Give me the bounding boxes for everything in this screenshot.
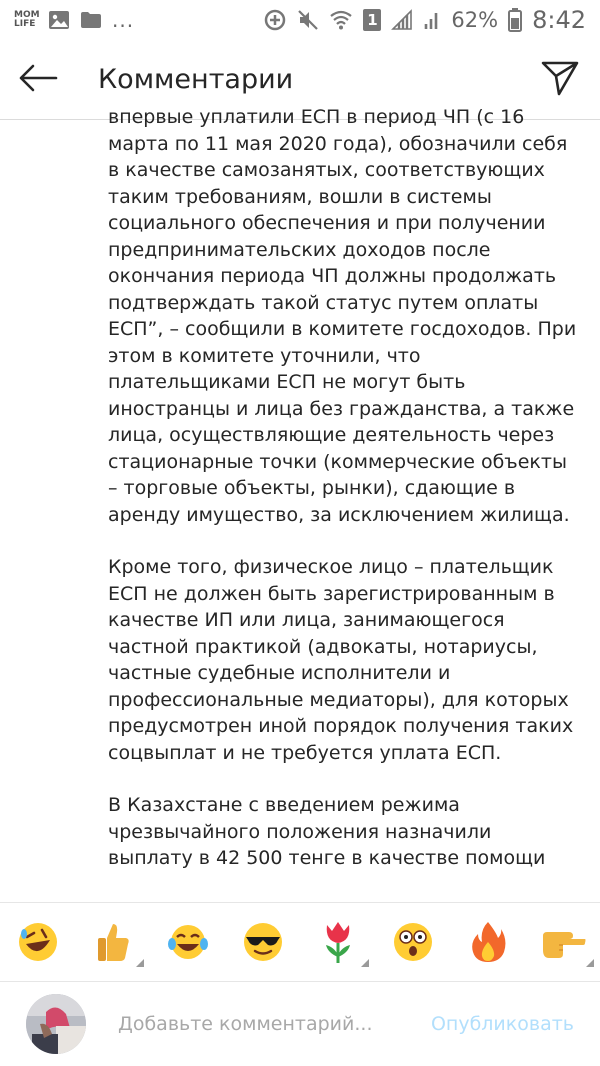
- status-bar-left: [14, 8, 134, 32]
- comment-text: [108, 104, 578, 902]
- rolling-laughing-emoji-icon[interactable]: [11, 915, 65, 969]
- skin-tone-indicator: [136, 959, 144, 967]
- data-saver-icon: [263, 8, 287, 32]
- comment-input[interactable]: [118, 1013, 418, 1035]
- paper-plane-icon: [540, 59, 580, 101]
- mom-life-logo: MOM LIFE: [14, 10, 40, 29]
- mute-icon: [297, 9, 319, 31]
- clock: 8:42: [532, 6, 586, 34]
- fire-emoji-icon[interactable]: [461, 915, 515, 969]
- tulip-emoji-icon[interactable]: [311, 915, 365, 969]
- tears-of-joy-emoji-icon[interactable]: [161, 915, 215, 969]
- status-bar: [0, 0, 600, 40]
- signal-icon-2: [423, 9, 441, 31]
- comment-paragraph-2: Кроме того, физическое лицо – плательщик ЕСП не должен быть зарегистрированным в качестве ИП или лица, занимающегося частной практикой (адвокаты, нотариусы, частные судебные исполнители и профессиональные медиаторы), для которых предусмотрен иной порядок получения таких соцвыплат и не требуется уплата ЕСП.: [108, 556, 574, 764]
- pointing-right-emoji-icon[interactable]: [536, 915, 590, 969]
- battery-percent: 62%: [451, 8, 499, 32]
- thumbs-up-emoji-icon[interactable]: [86, 915, 140, 969]
- comment-paragraph-1: впервые уплатили ЕСП в период ЧП (с 16 марта по 11 мая 2020 года), обозначили себя в качестве самозанятых, соответствующих таким требованиям, вошли в системы социального обеспечения и при получении предпринимательских доходов после окончания периода ЧП должны продолжать подтверждать такой статус путем оплаты ЕСП”, – сообщили в комитете госдоходов. При этом в комитете уточнили, что плательщиками ЕСП не могут быть иностранцы и лица без гражданства, а также лица, осуществляющие деятельность через стационарные точки (коммерческие объекты – торговые объекты, рынки), сдающие в аренду имущество, за исключением жилища.: [108, 106, 577, 526]
- image-icon: [48, 10, 70, 30]
- status-bar-right: [263, 6, 586, 34]
- emoji-quick-bar: [0, 902, 600, 982]
- overflow-indicator: ...: [112, 8, 135, 32]
- variant-indicator: [361, 959, 369, 967]
- sunglasses-emoji-icon[interactable]: [236, 915, 290, 969]
- back-button[interactable]: [0, 40, 78, 120]
- folder-icon: [80, 11, 102, 29]
- wifi-icon: [329, 10, 353, 30]
- avatar[interactable]: [26, 994, 86, 1054]
- battery-icon: [508, 8, 522, 32]
- page-title: Комментарии: [98, 64, 294, 95]
- skin-tone-indicator-2: [586, 959, 594, 967]
- astonished-emoji-icon[interactable]: [386, 915, 440, 969]
- arrow-left-icon: [18, 63, 58, 97]
- comment-paragraph-3: В Казахстане с введением режима чрезвычайного положения назначили выплату в 42 500 тенге в качестве помощи: [108, 794, 546, 869]
- sim-1-badge: 1: [363, 9, 381, 31]
- signal-icon-1: [391, 9, 413, 31]
- publish-button[interactable]: Опубликовать: [430, 1013, 574, 1035]
- comment-composer: [0, 982, 600, 1066]
